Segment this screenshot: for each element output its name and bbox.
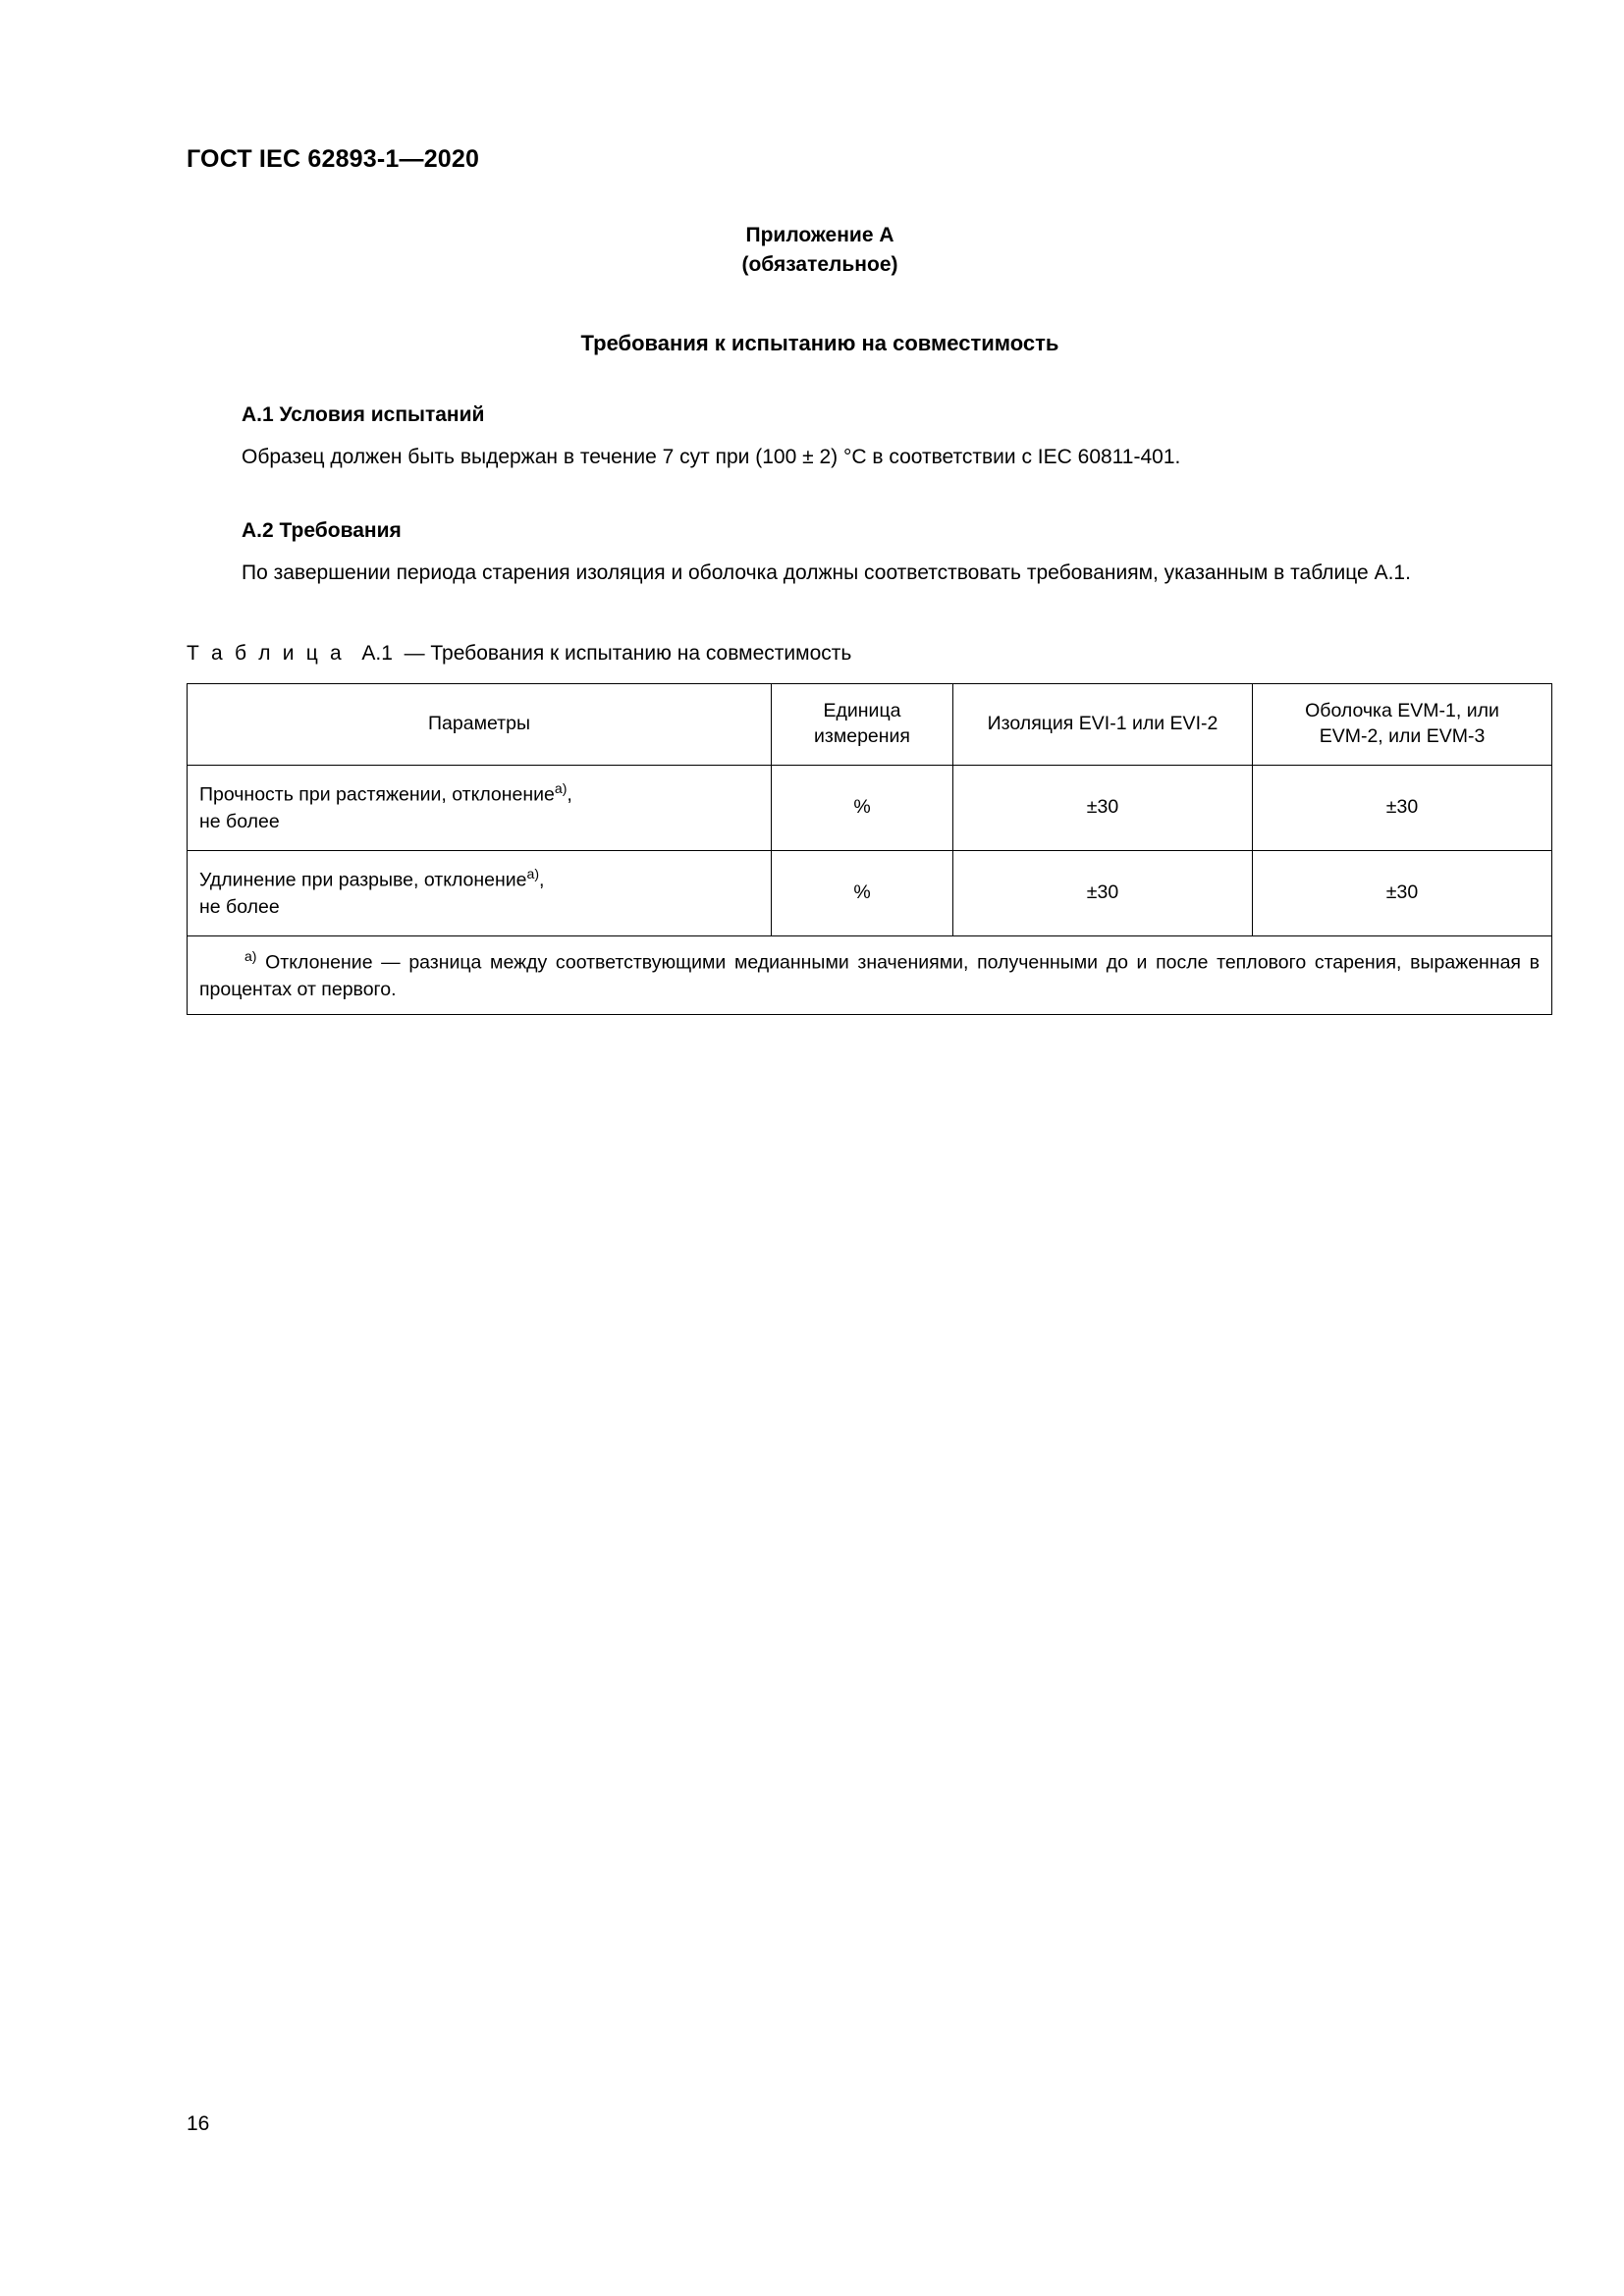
page-number: 16 xyxy=(187,2112,210,2135)
table-header-row xyxy=(188,683,1552,765)
row-parameter-text: Удлинение при разрыве, отклонение xyxy=(199,869,527,891)
row-parameter-elongation-at-break xyxy=(188,850,772,935)
column-header-sheath-line2: EVM-2, или EVM-3 xyxy=(1319,724,1486,747)
column-header-sheath-line1: Оболочка EVM-1, или xyxy=(1305,700,1499,722)
column-header-parameters: Параметры xyxy=(188,683,772,765)
table-caption-number: А.1 xyxy=(361,641,393,665)
table-caption-text: — Требования к испытанию на совместимость xyxy=(404,641,852,665)
page-content xyxy=(187,221,1540,1015)
footnote-text: Отклонение — разница между соответствующими медианными значениями, полученными до и после теплового старения, выраженная в процентах от первого. xyxy=(199,951,1540,1001)
row-parameter-text: Прочность при растяжении, отклонение xyxy=(199,783,555,806)
annex-title: Приложение А xyxy=(745,224,894,246)
footnote-marker: а) xyxy=(244,947,257,964)
column-header-unit-line1: Единица xyxy=(823,700,901,722)
footnote-marker: а) xyxy=(526,865,540,881)
row-insulation-value: ±30 xyxy=(953,850,1253,935)
column-header-unit-line2: измерения xyxy=(814,724,910,747)
annex-heading: Требования к испытанию на совместимость xyxy=(580,330,1059,355)
section-text-a2: По завершении периода старения изоляция и оболочка должны соответствовать требованиям, указанным в таблице А.1. xyxy=(242,561,1411,585)
table-row xyxy=(188,765,1552,850)
section-text-a1: Образец должен быть выдержан в течение 7 сут при (100 ± 2) °С в соответствии с IEC 60811-401. xyxy=(242,445,1181,468)
row-parameter-tail: , xyxy=(567,783,572,806)
table-head xyxy=(188,683,1552,765)
annex-subtitle: (обязательное) xyxy=(741,252,898,276)
section-heading-a2: А.2 Требования xyxy=(242,519,402,543)
table-body xyxy=(188,765,1552,1014)
row-insulation-value: ±30 xyxy=(953,765,1253,850)
row-sheath-value: ±30 xyxy=(1253,765,1552,850)
row-parameter-tensile-strength xyxy=(188,765,772,850)
footnote-marker: а) xyxy=(554,779,568,796)
row-parameter-tail: , xyxy=(539,869,545,891)
table-footnote xyxy=(188,935,1552,1014)
column-header-insulation: Изоляция EVI-1 или EVI-2 xyxy=(953,683,1253,765)
row-unit: % xyxy=(772,765,953,850)
row-sheath-value: ±30 xyxy=(1253,850,1552,935)
table-row xyxy=(188,850,1552,935)
row-parameter-line2: не более xyxy=(199,810,280,832)
row-unit: % xyxy=(772,850,953,935)
column-header-unit xyxy=(772,683,953,765)
compatibility-requirements-table xyxy=(187,683,1552,1015)
document-header: ГОСТ IEC 62893-1—2020 xyxy=(187,145,480,173)
section-heading-a1: А.1 Условия испытаний xyxy=(242,402,485,426)
column-header-sheath xyxy=(1253,683,1552,765)
table-caption-label: Т а б л и ц а xyxy=(187,641,345,665)
table-footnote-row xyxy=(188,935,1552,1014)
row-parameter-line2: не более xyxy=(199,895,280,918)
table-caption xyxy=(187,642,1453,666)
